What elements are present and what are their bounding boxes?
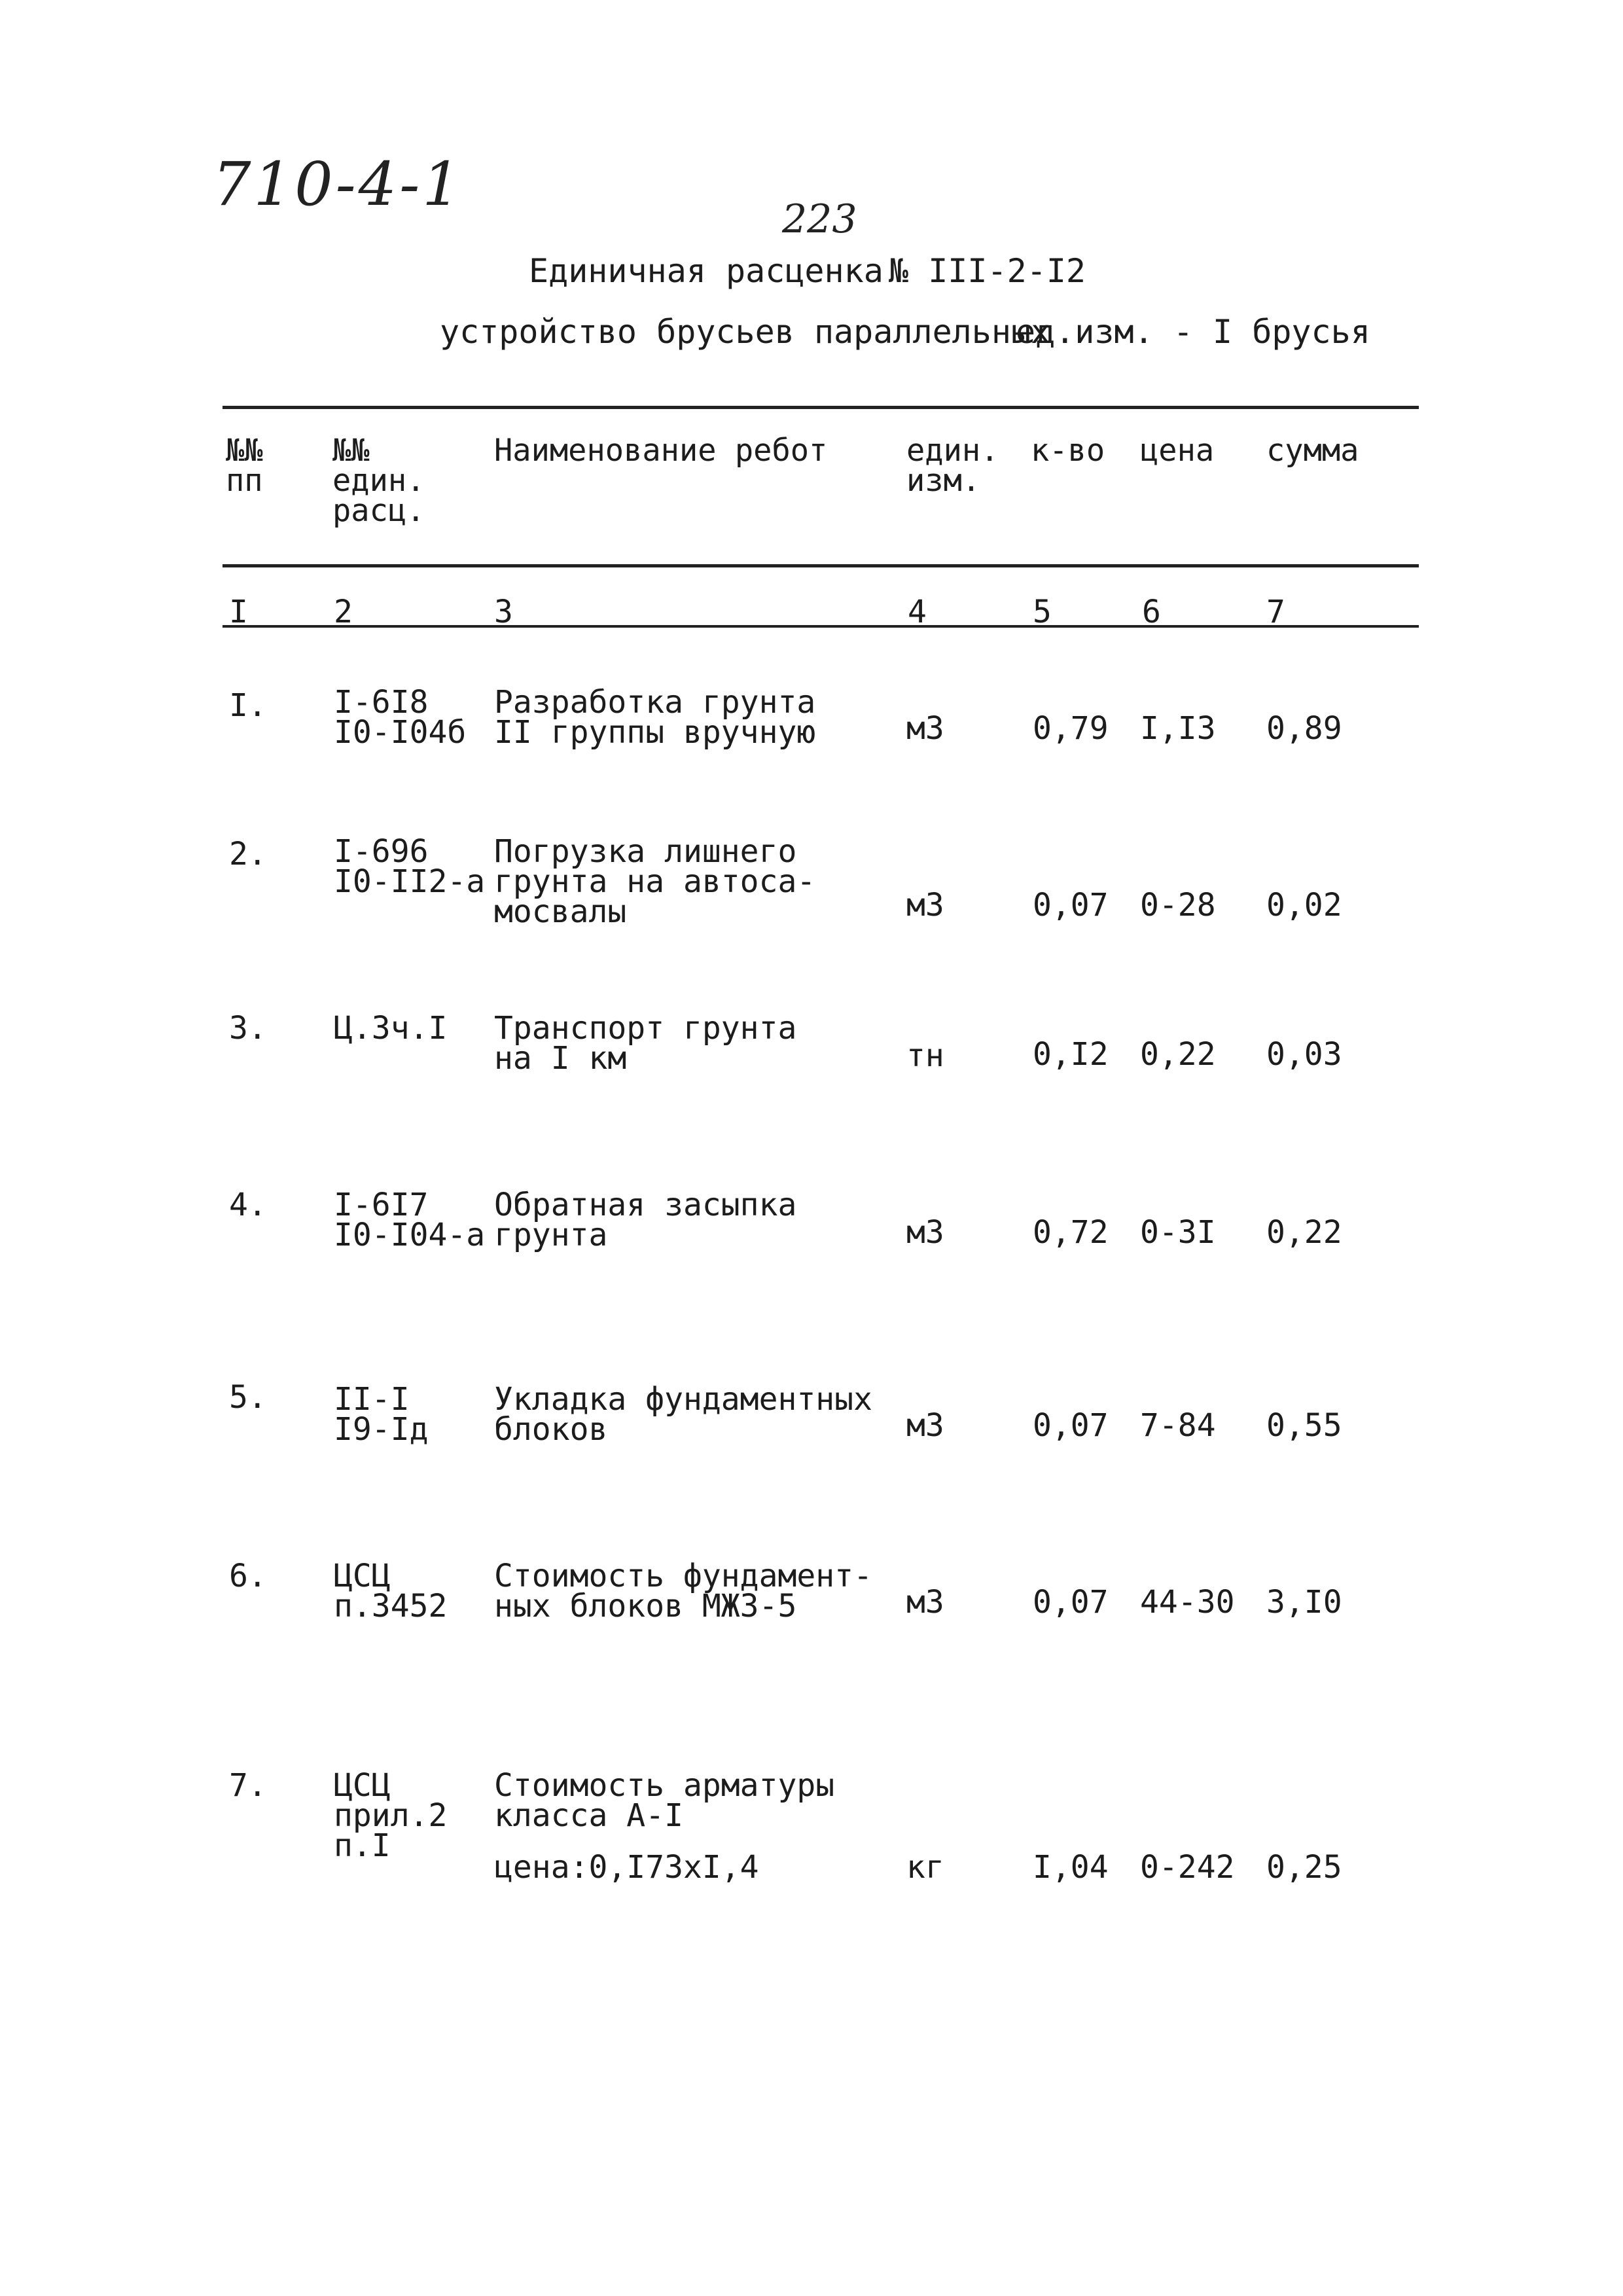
row-qty: 0,07 (1033, 1407, 1109, 1444)
row-code: II-I I9-Iд (334, 1381, 429, 1448)
row-name: Укладка фундаментных блоков (494, 1381, 872, 1448)
row-qty: 0,07 (1033, 887, 1109, 924)
title-work-description: устройство брусьев параллельных (440, 313, 1051, 351)
row-no: I. (229, 687, 267, 724)
row-code: Ц.3ч.I (334, 1010, 448, 1047)
row-code: ЦСЦ прил.2 п.I (334, 1767, 448, 1864)
header-name: Наименование ребот (494, 433, 828, 469)
column-number: I (229, 594, 248, 630)
title-price-label: Единичная расценка (529, 252, 883, 290)
row-unit: тн (906, 1037, 944, 1074)
row-price: 7-84 (1140, 1407, 1216, 1444)
row-no: 7. (229, 1767, 267, 1804)
row-qty: 0,07 (1033, 1584, 1109, 1621)
column-number: 2 (334, 594, 353, 630)
row-unit: м3 (906, 710, 944, 747)
header-code: №№ един. расц. (332, 433, 425, 529)
row-price: 0-3I (1140, 1214, 1216, 1251)
row-unit: м3 (906, 1214, 944, 1251)
column-number: 3 (494, 594, 513, 630)
row-name: Погрузка лишнего грунта на автоса- мосвалы (494, 833, 816, 930)
row-price: 44-30 (1140, 1584, 1235, 1621)
row-no: 6. (229, 1558, 267, 1594)
row-price: 0-28 (1140, 887, 1216, 924)
row-price: I,I3 (1140, 710, 1216, 747)
row-qty: I,04 (1033, 1849, 1109, 1886)
row-no: 4. (229, 1187, 267, 1223)
row-no: 5. (229, 1379, 267, 1416)
row-sum: 0,55 (1266, 1407, 1342, 1444)
row-sum: 0,22 (1266, 1214, 1342, 1251)
row-price: 0-242 (1140, 1849, 1235, 1886)
header-sum: сумма (1266, 433, 1359, 469)
page-number: 223 (782, 196, 857, 242)
table-top-rule (223, 406, 1419, 409)
row-name: Стоимость арматуры класса А-I (494, 1767, 835, 1834)
title-unit-of-measure: ед.изм. - I брусья (1016, 313, 1370, 351)
header-price: цена (1140, 433, 1215, 469)
row-name: Разработка грунта II группы вручную (494, 684, 816, 751)
column-number: 7 (1266, 594, 1285, 630)
row-name: Транспорт грунта на I км (494, 1010, 797, 1077)
column-number: 5 (1033, 594, 1052, 630)
row-no: 2. (229, 836, 267, 872)
row-code: I-6I7 I0-I04-а (334, 1187, 486, 1253)
row-name: Стоимость фундамент- ных блоков МЖЗ-5 (494, 1558, 872, 1624)
header-no: №№ пп (226, 433, 263, 499)
row-code: ЦСЦ п.3452 (334, 1558, 448, 1624)
row-sum: 0,02 (1266, 887, 1342, 924)
column-number: 6 (1142, 594, 1161, 630)
row-qty: 0,72 (1033, 1214, 1109, 1251)
column-number: 4 (908, 594, 927, 630)
document-code: 710-4-1 (213, 149, 463, 219)
row-unit: кг (906, 1849, 944, 1886)
row-sum: 3,I0 (1266, 1584, 1342, 1621)
title-price-number: № III-2-I2 (889, 252, 1086, 290)
header-unit: един. изм. (906, 433, 999, 499)
row-unit: м3 (906, 887, 944, 924)
row-code: I-6I8 I0-I04б (334, 684, 467, 751)
row-sum: 0,03 (1266, 1036, 1342, 1073)
row-qty: 0,79 (1033, 710, 1109, 747)
row-sum: 0,25 (1266, 1849, 1342, 1886)
row-no: 3. (229, 1010, 267, 1047)
row-unit: м3 (906, 1407, 944, 1444)
row-unit: м3 (906, 1584, 944, 1621)
header-qty: к-во (1031, 433, 1105, 469)
row-name: Обратная засыпка грунта (494, 1187, 797, 1253)
row-code: I-696 I0-II2-а (334, 833, 486, 900)
row-price-formula: цена:0,I73хI,4 (494, 1849, 759, 1886)
row-sum: 0,89 (1266, 710, 1342, 747)
table-header-rule (223, 564, 1419, 567)
row-price: 0,22 (1140, 1036, 1216, 1073)
column-numbers-rule (223, 625, 1419, 628)
row-qty: 0,I2 (1033, 1036, 1109, 1073)
